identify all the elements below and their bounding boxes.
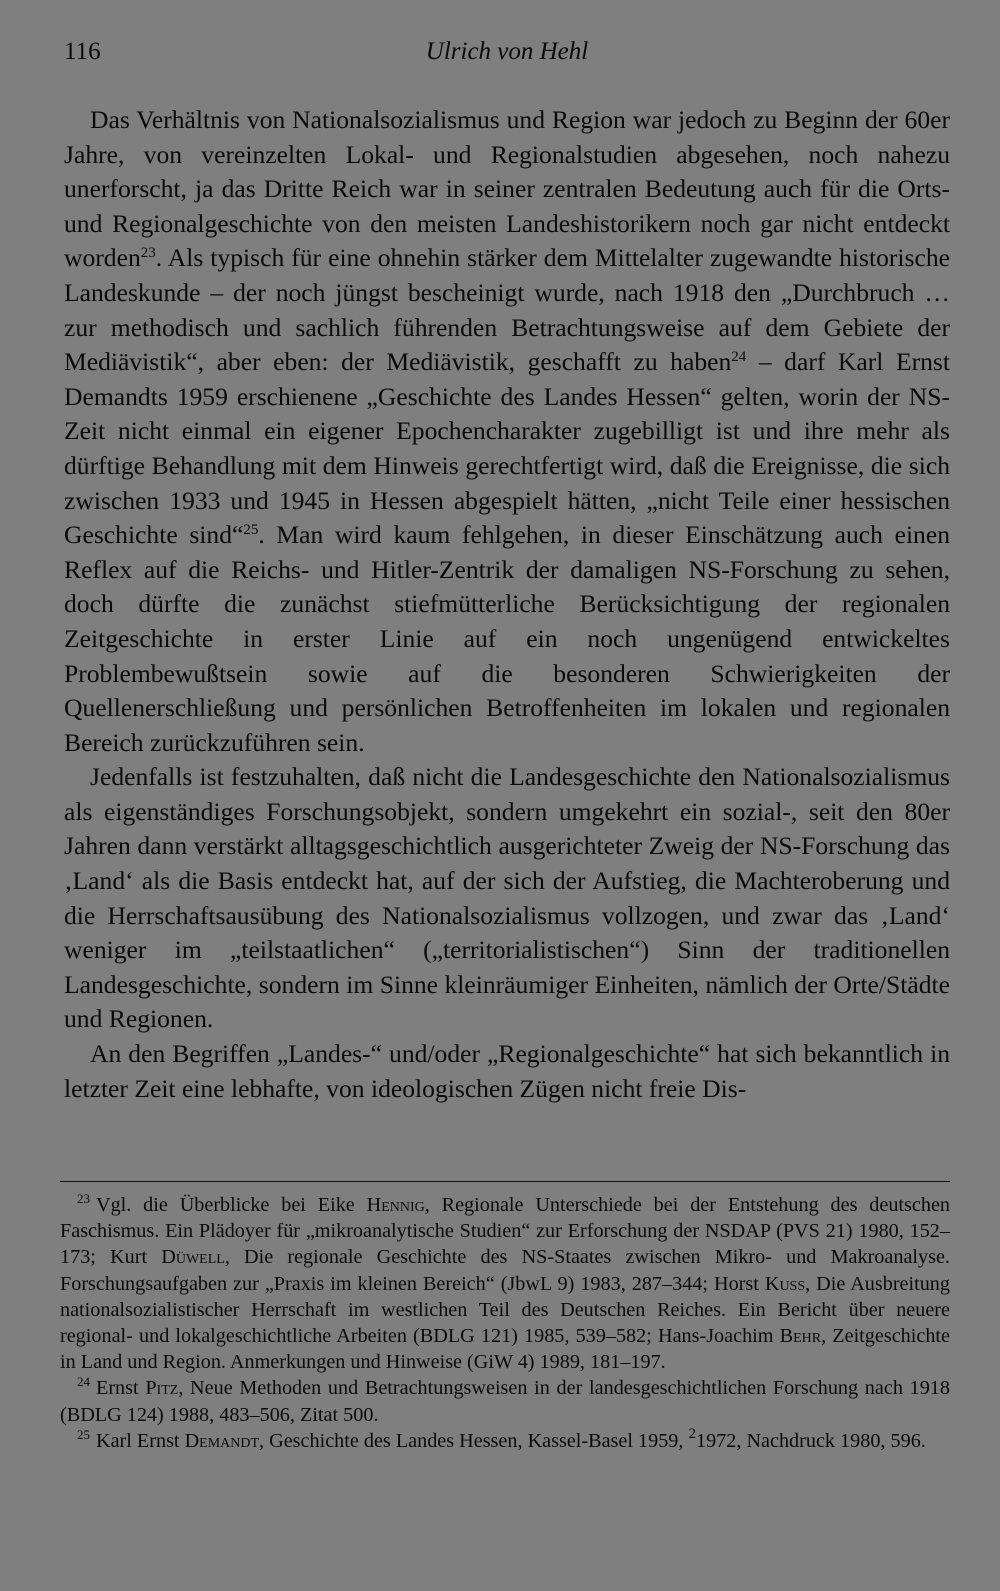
text-run: , Regionale Unterschiede bei der Entstehung des deutschen Faschismus. Ein Plädoyer für „mikroanalytische Studien“ zur Erforschung der NSDAP (PVS 21) 1980, 152–173; Kurt	[60, 1194, 951, 1269]
author-name: Düwell	[161, 1246, 225, 1269]
author-name: Pitz	[145, 1377, 179, 1400]
author-name: Hennig	[366, 1194, 425, 1216]
paragraph: Jedenfalls ist festzuhalten, daß nicht die Landesgeschichte den Nationalsozialismus als eigenständiges Forschungsobjekt, sondern umgekehrt ein sozial-, seit den 80er Jahren dann verstärkt alltagsgeschichtlich ausgerichteter Zweig der NS-Forschung das ‚Land‘ als die Basis entdeckt hat, auf der sich der Aufstieg, die Machteroberung und die Herrschaftsausübung des Nationalsozialismus vollzogen, und zwar das ‚Land‘ weniger im „teilstaatlichen“ („territorialistischen“) Sinn der traditionellen Landesgeschichte, sondern im Sinne kleinräumiger Einheiten, nämlich der Orte/Städte und Regionen.	[64, 762, 950, 1034]
text-run: , Geschichte des Landes Hessen, Kassel-Basel 1959,	[259, 1429, 689, 1452]
main-text	[64, 103, 950, 1106]
footnote-23	[60, 1192, 950, 1375]
footnote-separator	[60, 1181, 950, 1182]
text-run: Vgl. die Überblicke bei Eike	[96, 1194, 367, 1216]
author-name: Behr	[779, 1325, 822, 1348]
footnotes	[60, 1192, 950, 1454]
text-run: , Die Ausbreitung nationalsozialistischer Herrschaft im westlichen Teil des Deutschen Reiches. Ein Bericht über neuere regional- und lokalgeschichtliche Arbeiten (BDLG 121) 1985, 539–582; Hans-Joachim	[60, 1272, 950, 1348]
text-run: Karl Ernst	[96, 1429, 185, 1452]
page-header	[64, 38, 950, 72]
footnote-ref: 23	[140, 245, 156, 262]
author-name: Kuss	[764, 1272, 806, 1295]
text-run: , Zeitgeschichte in Land und Region. Anmerkungen und Hinweise (GiW 4) 1989, 181–197.	[60, 1325, 950, 1374]
footnote-ref: 24	[731, 349, 747, 366]
edition-superscript: 2	[688, 1425, 696, 1442]
text-run: , Die regionale Geschichte des NS-Staates zwischen Mikro- und Makroanalyse. Forschungsaufgaben zur „Praxis im kleinen Bereich“ (JbwL 9) 1983, 287–344; Horst	[60, 1246, 950, 1295]
text-run: Das Verhältnis von Nationalsozialismus und Region war jedoch zu Beginn der 60er Jahre, von vereinzelten Lokal- und Regionalstudien abgesehen, noch nahezu unerforscht, ja das Dritte Reich war in seiner zentralen Bedeutung auch für die Orts- und Regionalgeschichte von den meisten Landeshistorikern noch gar nicht entdeckt worden	[64, 105, 950, 273]
text-run: 1972, Nachdruck 1980, 596.	[695, 1429, 926, 1452]
footnote-24	[60, 1375, 950, 1427]
text-run: . Man wird kaum fehlgehen, in dieser Einschätzung auch einen Reflex auf die Reichs- und Hitler-Zentrik der damaligen NS-Forschung zu sehen, doch dürfte die zunächst stiefmütterliche Berücksichtigung der regionalen Zeitgeschichte in erster Linie auf ein noch ungenügend entwickeltes Problembewußtsein sowie auf die besonderen Schwierigkeiten der Quellenerschließung und persönlichen Betroffenheiten im lokalen und regionalen Bereich zurückzuführen sein.	[64, 520, 951, 757]
text-run: . Als typisch für eine ohnehin stärker dem Mittelalter zugewandte historische Landeskunde – der noch jüngst bescheinigt wurde, nach 1918 den „Durchbruch … zur methodisch und sachlich führenden Betrachtungsweise auf dem Gebiete der Mediävistik“, aber eben: der Mediävistik, geschafft zu haben	[64, 243, 950, 377]
footnote-ref: 25	[243, 522, 259, 539]
page-number: 116	[64, 38, 101, 65]
author-name: Demandt	[184, 1429, 260, 1452]
paragraph: An den Begriffen „Landes-“ und/oder „Regionalgeschichte“ hat sich bekanntlich in letzter Zeit eine lebhafte, von ideologischen Zügen nicht freie Dis-	[64, 1039, 950, 1103]
footnote-number: 24	[77, 1374, 90, 1390]
paragraph	[64, 103, 950, 760]
footnote-25	[60, 1425, 950, 1454]
text-run: , Neue Methoden und Betrachtungsweisen in der landesgeschichtlichen Forschung nach 1918 (BDLG 124) 1988, 483–506, Zitat 500.	[60, 1377, 950, 1426]
running-head: Ulrich von Hehl	[425, 38, 589, 65]
footnote-number: 23	[77, 1191, 90, 1206]
text-run: – darf Karl Ernst Demandts 1959 erschienene „Geschichte des Landes Hessen“ gelten, worin der NS-Zeit nicht einmal ein eigener Epochencharakter zugebilligt ist und ihre mehr als dürftige Behandlung mit dem Hinweis gerechtfertigt wird, daß die Ereignisse, die sich zwischen 1933 und 1945 in Hessen abgespielt hätten, „nicht Teile einer hessischen Geschichte sind“	[64, 347, 950, 550]
footnote-number: 25	[77, 1426, 90, 1442]
text-run: Ernst	[96, 1377, 146, 1400]
